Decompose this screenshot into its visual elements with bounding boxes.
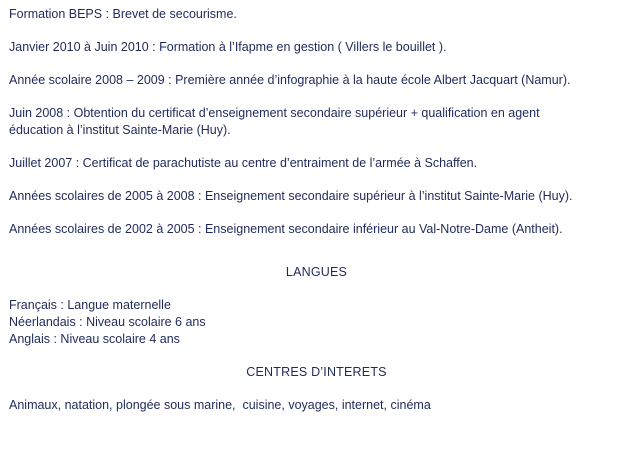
interets-section [9,364,624,414]
entry-line: Juin 2008 : Obtention du certificat d’enseignement secondaire supérieur + qualification en agent [9,106,540,120]
entry-line: Années scolaires de 2005 à 2008 : Enseignement secondaire supérieur à l’institut Sainte-Marie (Huy). [9,189,573,203]
cv-page [9,6,624,414]
entry-line: Janvier 2010 à Juin 2010 : Formation à l’Ifapme en gestion ( Villers le bouillet ). [9,40,447,54]
heading-gap [9,281,624,297]
entry-line: Année scolaire 2008 – 2009 : Première année d’infographie à la haute école Albert Jacquart (Namur). [9,73,571,87]
formation-section [9,6,624,238]
heading-gap [9,381,624,397]
entry-line: Juillet 2007 : Certificat de parachutiste au centre d’entraiment de l’armée à Schaffen. [9,156,478,170]
formation-entry-secondaire-superieur [9,188,624,205]
formation-entry-ifapme [9,39,624,56]
interets-heading: CENTRES D’INTERETS [246,365,387,379]
entry-line: Formation BEPS : Brevet de secourisme. [9,7,237,21]
section-gap [9,238,624,264]
langues-heading: LANGUES [285,265,348,279]
langues-section [9,264,624,348]
formation-entry-parachutiste [9,155,624,172]
langue-item-anglais: Anglais : Niveau scolaire 4 ans [9,332,180,346]
langue-item-neerlandais: Néerlandais : Niveau scolaire 6 ans [9,315,206,329]
interets-text: Animaux, natation, plongée sous marine, cuisine, voyages, internet, cinéma [9,398,431,412]
langue-item-francais: Français : Langue maternelle [9,298,171,312]
section-gap [9,348,624,364]
entry-line: Années scolaires de 2002 à 2005 : Enseignement secondaire inférieur au Val-Notre-Dame (Antheit). [9,222,563,236]
entry-line: éducation à l’institut Sainte-Marie (Huy). [9,123,231,137]
formation-entry-infographie [9,72,624,89]
formation-entry-cess [9,105,624,139]
formation-entry-secondaire-inferieur [9,221,624,238]
formation-entry-beps [9,6,624,23]
